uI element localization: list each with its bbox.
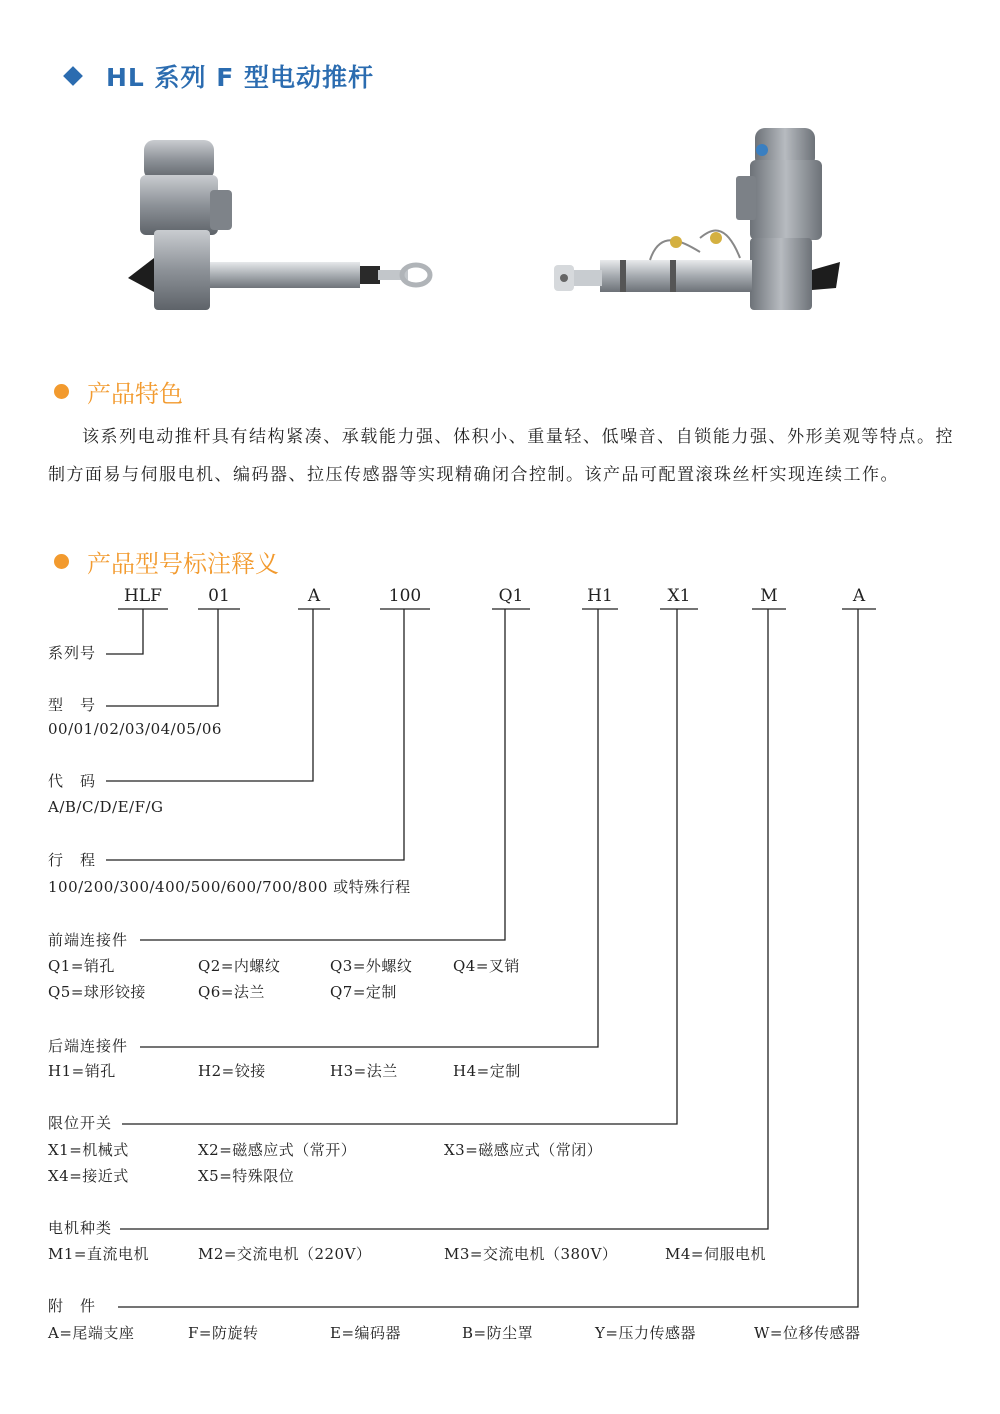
code-code: A	[307, 586, 321, 606]
values-model: 00/01/02/03/04/05/06	[48, 720, 222, 738]
accessory-option: B=防尘罩	[462, 1324, 534, 1342]
limit-option: X3=磁感应式（常闭）	[444, 1141, 603, 1159]
section-heading-model-text: 产品型号标注释义	[87, 550, 279, 578]
motor-option: M2=交流电机（220V）	[198, 1245, 372, 1263]
code-stroke: 100	[388, 586, 422, 606]
label-code: 代 码	[48, 772, 97, 790]
code-accessory: A	[852, 586, 866, 606]
label-rear: 后端连接件	[48, 1037, 129, 1055]
code-rear: H1	[587, 586, 613, 606]
code-hlf: HLF	[124, 586, 162, 606]
label-front: 前端连接件	[48, 931, 129, 949]
code-front: Q1	[498, 586, 524, 606]
accessory-option: A=尾端支座	[48, 1324, 135, 1342]
rear-option: H1=销孔	[48, 1062, 116, 1080]
label-motor: 电机种类	[48, 1219, 113, 1237]
label-stroke: 行 程	[48, 851, 97, 869]
accessory-option: F=防旋转	[188, 1324, 259, 1342]
label-series: 系列号	[48, 644, 97, 662]
front-option: Q3=外螺纹	[330, 957, 413, 975]
rear-option: H4=定制	[453, 1062, 521, 1080]
front-option: Q6=法兰	[198, 983, 265, 1001]
code-model: 01	[208, 586, 230, 606]
label-model: 型 号	[48, 696, 97, 714]
code-motor: M	[760, 586, 778, 606]
rear-option: H2=铰接	[198, 1062, 266, 1080]
front-option: Q5=球形铰接	[48, 983, 146, 1001]
front-option: Q1=销孔	[48, 957, 115, 975]
code-limit: X1	[667, 586, 691, 606]
limit-option: X4=接近式	[48, 1167, 129, 1185]
features-paragraph: 该系列电动推杆具有结构紧凑、承载能力强、体积小、重量轻、低噪音、自锁能力强、外形美观等特点。控制方面易与伺服电机、编码器、拉压传感器等实现精确闭合控制。该产品可配置滚珠丝杆实现连续工作。	[48, 427, 954, 485]
label-accessory: 附 件	[48, 1297, 97, 1315]
page-title-text: HL 系列 F 型电动推杆	[106, 63, 375, 92]
rear-option: H3=法兰	[330, 1062, 398, 1080]
motor-option: M3=交流电机（380V）	[444, 1245, 618, 1263]
accessory-option: E=编码器	[330, 1324, 402, 1342]
values-code: A/B/C/D/E/F/G	[48, 798, 164, 816]
values-stroke: 100/200/300/400/500/600/700/800 或特殊行程	[48, 878, 411, 896]
front-option: Q2=内螺纹	[198, 957, 281, 975]
front-option: Q7=定制	[330, 983, 397, 1001]
label-limit: 限位开关	[48, 1114, 113, 1132]
section-heading-features-text: 产品特色	[87, 380, 183, 408]
front-option: Q4=叉销	[453, 957, 520, 975]
limit-option: X2=磁感应式（常开）	[198, 1141, 357, 1159]
motor-option: M1=直流电机	[48, 1245, 149, 1263]
motor-option: M4=伺服电机	[665, 1245, 766, 1263]
accessory-option: Y=压力传感器	[595, 1324, 696, 1342]
limit-option: X1=机械式	[48, 1141, 129, 1159]
limit-option: X5=特殊限位	[198, 1167, 295, 1185]
accessory-option: W=位移传感器	[754, 1324, 861, 1342]
